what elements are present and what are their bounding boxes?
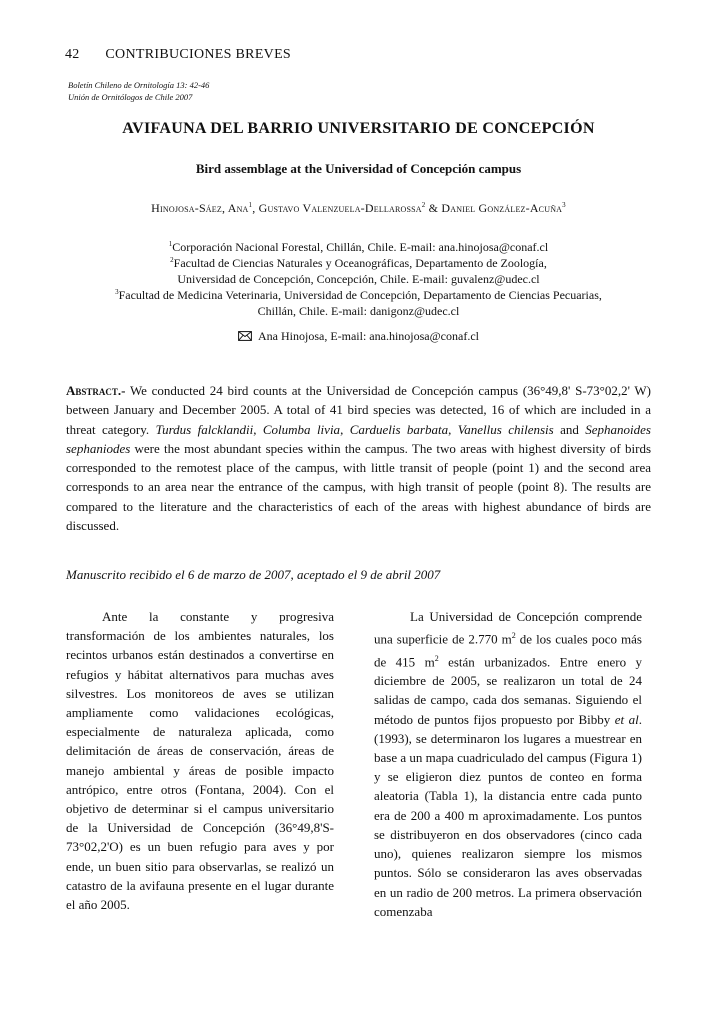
abstract-text: , — [253, 421, 263, 437]
species-name: Columba livia — [262, 421, 341, 437]
affil-line: Chillán, Chile. E-mail: danigonz@udec.cl — [257, 304, 460, 318]
author-list: Hinojosa-Sáez, Ana$^1$, Gustavo Valenzuela-Dellarossa$^2$ & Daniel González-Acuña$^3$ — [151, 201, 566, 215]
author-name: Daniel González-Acuña — [441, 201, 563, 215]
body-text: La Universidad de Concepción comprende una superficie de 2.770 m — [374, 609, 642, 647]
species-name: Turdus falcklandii — [155, 421, 254, 437]
affil-marker: 3 — [115, 288, 119, 296]
affil-line: Universidad de Concepción, Concepción, Chile. E-mail: guvalenz@udec.cl — [177, 272, 540, 286]
affil-marker: 1 — [168, 240, 173, 248]
abstract-text: and — [553, 421, 586, 437]
section-title: CONTRIBUCIONES BREVES — [105, 47, 292, 62]
contact-text: Ana Hinojosa, E-mail: ana.hinojosa@conaf.cl — [258, 329, 479, 343]
article-subtitle: Bird assemblage at the Universidad of Concepción campus — [195, 161, 522, 176]
abstract-text: , — [340, 421, 350, 437]
body-column-left: Ante la constante y progresiva transformación de los ambientes naturales, los recintos urbanos están destinados a convertirse en refugios y hábitat alternativos para muchas aves silvestres. Los monitoreos de aves se utilizan ampliamente como validaciones ecológicas, especialmente de naturaleza aplicada, como delimitación de áreas de conservación, áreas de manejo ambiental y áreas de posible impacto antrópico, entre otros (Fontana, 2004). Con el objetivo de determinar si el campus universitario de la Universidad de Concepción (36°49,8'S-73°02,2'O) es un buen refugio para aves y por ende, un buen sitio para observarlas, se realizó un catastro de la avifauna presente en el lugar durante el año 2005. — [66, 609, 334, 913]
article-title: AVIFAUNA DEL BARRIO UNIVERSITARIO DE CONCEPCIÓN — [122, 120, 595, 137]
affil-line: Facultad de Medicina Veterinaria, Universidad de Concepción, Departamento de Ciencias Pecuarias, — [118, 288, 602, 302]
superscript: 2 — [434, 653, 439, 663]
author-affil-marker: 1 — [248, 201, 253, 209]
page-number: 42 — [65, 47, 80, 62]
journal-citation: Boletín Chileno de Ornitología 13: 42-46 — [68, 80, 210, 90]
abstract-text: , — [448, 421, 458, 437]
author-affil-marker: 2 — [421, 201, 426, 209]
received-date: Manuscrito recibido el 6 de marzo de 2007, aceptado el 9 de abril 2007 — [66, 567, 441, 582]
body-column-right — [374, 607, 642, 921]
species-name: Carduelis barbata — [349, 421, 449, 437]
author-affil-marker: 3 — [562, 201, 566, 209]
author-name: Hinojosa-Sáez, Ana — [151, 201, 249, 215]
publisher-citation: Unión de Ornitólogos de Chile 2007 — [68, 92, 193, 102]
affil-marker: 2 — [170, 256, 174, 264]
body-text: . (1993), se determinaron los lugares a muestrear en base a un mapa cuadriculado del campus (Figura 1) y se eligieron diez puntos de conteo en forma aleatoria (Tabla 1), la distancia entre cada punto era de 200 a 400 m aproximadamente. Los puntos se distribuyeron en dos observadores (cinco cada uno), quienes realizaron siempre los mismos puntos. Sólo se consideraron las aves observadas en un radio de 200 metros. La primera observación comenzaba — [374, 711, 642, 919]
envelope-icon — [238, 331, 252, 341]
author-name: Gustavo Valenzuela-Dellarossa — [258, 201, 422, 215]
species-name: Vanellus chilensis — [457, 421, 554, 437]
abstract — [66, 381, 651, 535]
affil-line: Facultad de Ciencias Naturales y Oceanográficas, Departamento de Zoología, — [173, 256, 547, 270]
affiliation-3 — [60, 284, 657, 319]
author-ampersand: & — [428, 201, 439, 215]
superscript: 2 — [511, 631, 516, 641]
corresponding-contact — [0, 329, 717, 344]
body-text: de los cuales poco más de 415 m — [374, 631, 642, 670]
abstract-label: Abstract.- — [66, 383, 126, 398]
species-name: Sephanoides sephaniodes — [66, 421, 651, 456]
affil-line: Corporación Nacional Forestal, Chillán, Chile. E-mail: ana.hinojosa@conaf.cl — [172, 240, 549, 254]
abstract-text: We conducted 24 bird counts at the Universidad de Concepción campus (36°49,8' S-73°02,2' W) between January and December 2005. A total of 41 bird species was detected, 16 of which are included in a threat category. — [66, 383, 651, 437]
citation-etal: et al — [614, 711, 639, 727]
running-header — [65, 47, 291, 63]
abstract-text: were the most abundant species within the campus. The two areas with highest diversity of birds corresponded to the remotest place of the campus, with little transit of people (point 1) and the second area corresponds to an area near the entrance of the campus, with high transit of people (point 8). The results are compared to the literature and the characteristics of each of the areas with highest abundance of birds are discussed. — [66, 440, 651, 534]
body-text: están urbanizados. Entre enero y diciembre de 2005, se realizaron un total de 24 salidas de campo, cada dos semanas. Siguiendo el método de puntos fijos propuesto por Bibby — [374, 654, 642, 727]
affiliation-2 — [60, 252, 657, 287]
